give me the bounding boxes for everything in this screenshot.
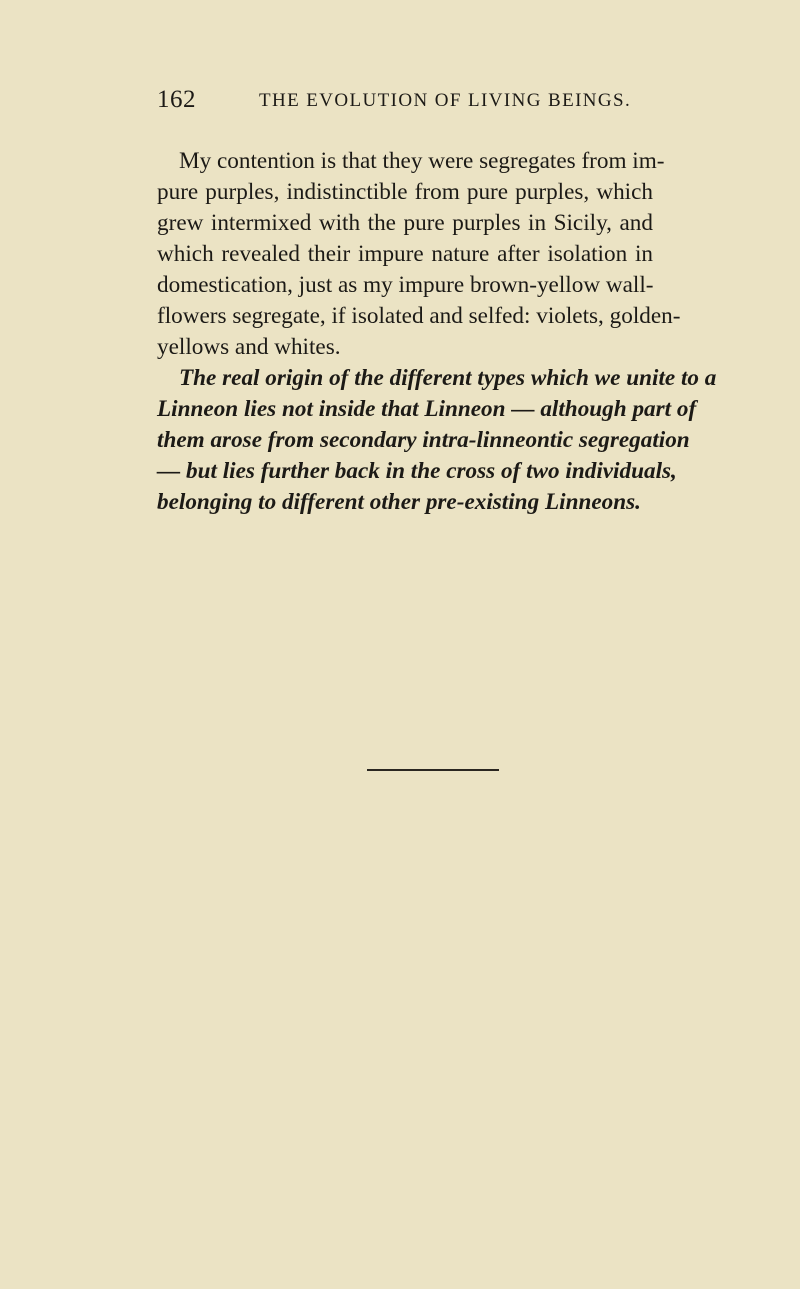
paragraph-conclusion [157,363,717,518]
text-line: flowers segregate, if isolated and selfed: violets, golden- [157,303,681,329]
text-line: pure purples, indistinctible from pure purples, which [157,179,653,205]
text-line: The real origin of the different types which we unite to a [179,365,717,391]
page-number: 162 [157,86,196,113]
text-line: My contention is that they were segregates from im- [179,148,665,174]
body-text [157,146,717,518]
text-line: domestication, just as my impure brown-yellow wall- [157,272,654,298]
text-line: them arose from secondary intra-linneontic segregation [157,427,690,453]
text-line: grew intermixed with the pure purples in Sicily, and [157,210,653,236]
text-line: Linneon lies not inside that Linneon — although part of [157,396,697,422]
section-divider [367,769,499,771]
running-head [157,86,657,120]
paragraph-contention [157,146,681,363]
text-line: yellows and whites. [157,334,341,360]
text-line: which revealed their impure nature after isolation in [157,241,653,267]
running-title: THE EVOLUTION OF LIVING BEINGS. [259,90,632,111]
text-line: belonging to different other pre-existing Linneons. [157,489,641,515]
text-line: — but lies further back in the cross of two individuals, [157,458,677,484]
